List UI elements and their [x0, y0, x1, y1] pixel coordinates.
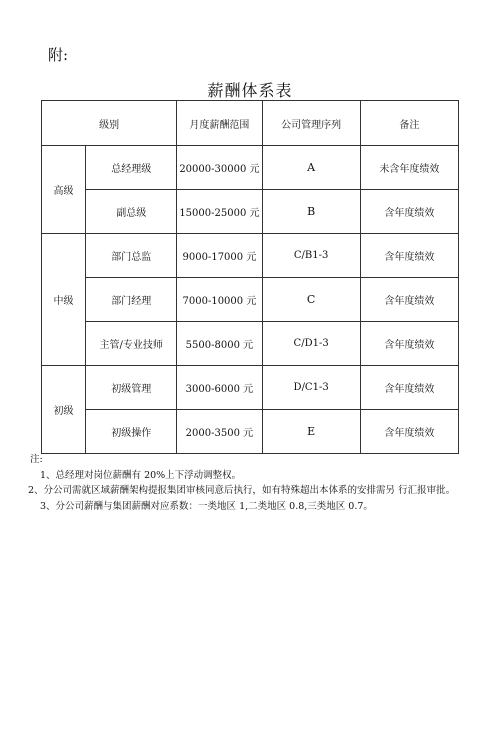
remark-cell: 未含年度绩效	[360, 146, 458, 190]
level-cell-junior: 初级	[42, 366, 86, 454]
note-item: 3、分公司薪酬与集团薪酬对应系数：一类地区 1,二类地区 0.8,三类地区 0.7。	[40, 500, 373, 512]
table-row	[42, 322, 459, 366]
header-remark: 备注	[360, 101, 458, 146]
header-range: 月度薪酬范围	[177, 101, 262, 146]
range-cell: 5500-8000 元	[177, 322, 262, 366]
grade-cell: 初级操作	[86, 410, 177, 454]
level-cell-middle: 中级	[42, 234, 86, 366]
notes-label: 注:	[30, 454, 43, 465]
appendix-label: 附:	[48, 46, 69, 64]
header-level: 级别	[42, 101, 177, 146]
sequence-cell: A	[262, 146, 360, 190]
grade-cell: 副总级	[86, 190, 177, 234]
table-row	[42, 190, 459, 234]
remark-cell: 含年度绩效	[360, 234, 458, 278]
table-title: 薪酬体系表	[207, 81, 293, 100]
note-item: 1、总经理对岗位薪酬有 20%上下浮动调整权。	[40, 469, 242, 481]
grade-cell: 部门经理	[86, 278, 177, 322]
sequence-cell: C/D1-3	[262, 322, 360, 366]
sequence-cell: E	[262, 410, 360, 454]
grade-cell: 总经理级	[86, 146, 177, 190]
header-sequence: 公司管理序列	[262, 101, 360, 146]
range-cell: 9000-17000 元	[177, 234, 262, 278]
remark-cell: 含年度绩效	[360, 322, 458, 366]
salary-table	[41, 100, 459, 454]
remark-cell: 含年度绩效	[360, 278, 458, 322]
range-cell: 3000-6000 元	[177, 366, 262, 410]
notes-section	[30, 452, 500, 514]
sequence-cell: C	[262, 278, 360, 322]
table-row	[42, 278, 459, 322]
remark-cell: 含年度绩效	[360, 410, 458, 454]
grade-cell: 主管/专业技师	[86, 322, 177, 366]
level-cell-senior: 高级	[42, 146, 86, 234]
table-row	[42, 366, 459, 410]
table-row	[42, 234, 459, 278]
sequence-cell: D/C1-3	[262, 366, 360, 410]
grade-cell: 部门总监	[86, 234, 177, 278]
range-cell: 7000-10000 元	[177, 278, 262, 322]
remark-cell: 含年度绩效	[360, 366, 458, 410]
sequence-cell: B	[262, 190, 360, 234]
remark-cell: 含年度绩效	[360, 190, 458, 234]
range-cell: 15000-25000 元	[177, 190, 262, 234]
range-cell: 20000-30000 元	[177, 146, 262, 190]
table-row	[42, 410, 459, 454]
table-row	[42, 146, 459, 190]
grade-cell: 初级管理	[86, 366, 177, 410]
header-row	[42, 101, 459, 146]
note-item: 2、分公司需就区域薪酬架构提报集团审核同意后执行，如有特殊超出本体系的安排需另 行汇报审批。	[28, 485, 456, 496]
sequence-cell: C/B1-3	[262, 234, 360, 278]
range-cell: 2000-3500 元	[177, 410, 262, 454]
